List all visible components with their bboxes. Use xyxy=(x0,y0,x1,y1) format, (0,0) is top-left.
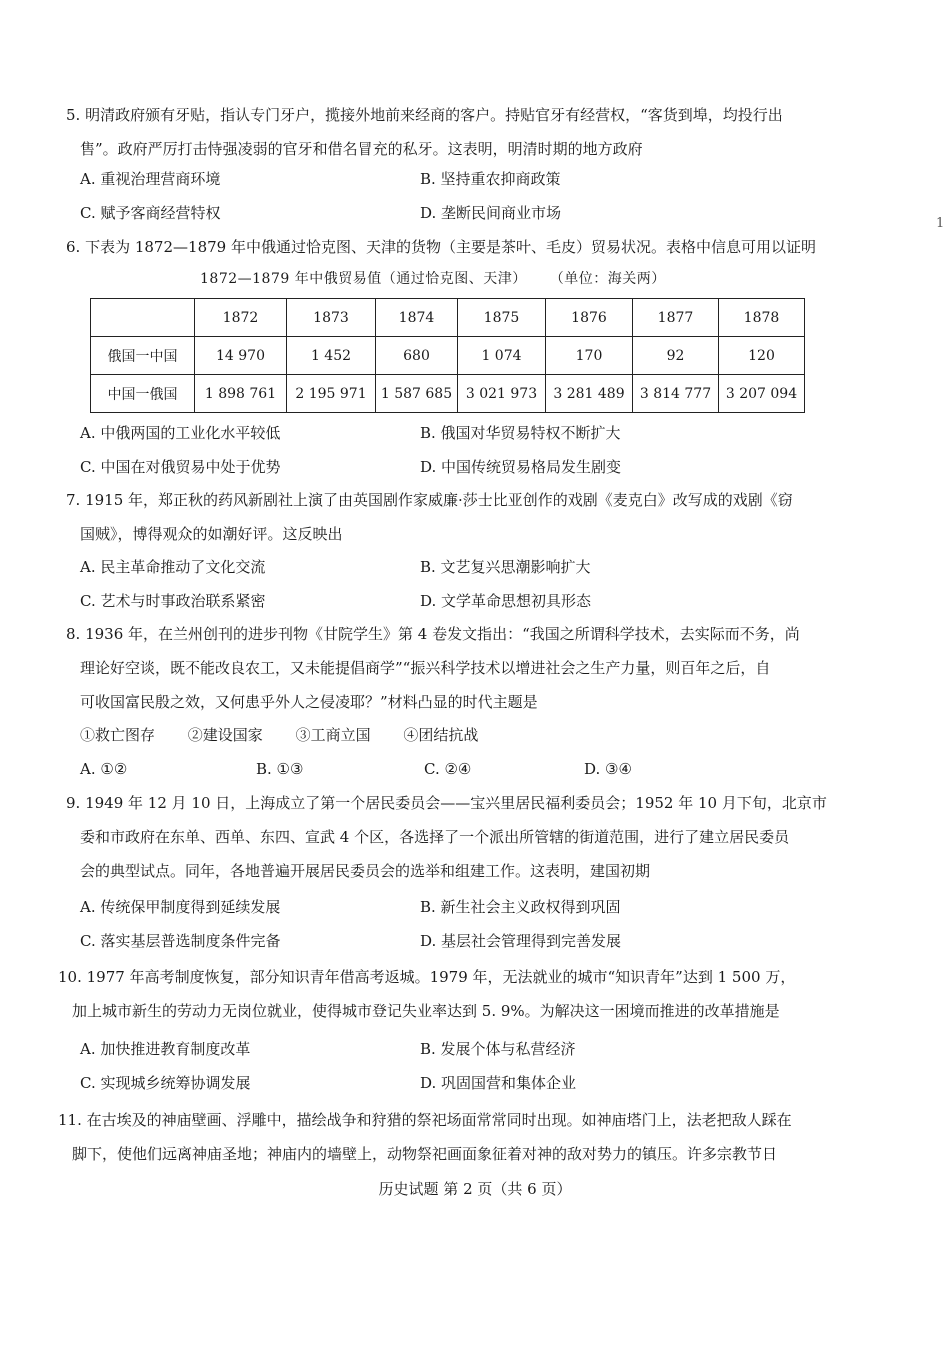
q8-option-b: B. ①③ xyxy=(256,760,304,778)
q8-stem-line3: 可收国富民殷之效，又何患乎外人之侵凌耶？”材料凸显的时代主题是 xyxy=(80,693,538,711)
question-11 xyxy=(58,1103,858,1171)
trade-table xyxy=(90,298,805,413)
q10-option-c: C. 实现城乡统筹协调发展 xyxy=(80,1074,251,1092)
table-cell: 680 xyxy=(376,337,458,375)
q5-option-d: D. 垄断民间商业市场 xyxy=(420,204,562,222)
year-cell: 1876 xyxy=(546,299,633,337)
year-cell: 1873 xyxy=(287,299,376,337)
table-cell: 3 814 777 xyxy=(633,375,719,413)
table-cell: 1 898 761 xyxy=(195,375,287,413)
q8-item: ②建设国家 xyxy=(187,726,263,744)
q5-option-c: C. 赋予客商经营特权 xyxy=(80,204,221,222)
question-8 xyxy=(66,617,856,719)
q8-options xyxy=(80,752,780,786)
q8-item: ③工商立国 xyxy=(295,726,371,744)
q7-stem-line1: 7. 1915 年，郑正秋的药风新剧社上演了由英国剧作家威廉·莎士比亚创作的戏剧《麦克白》改写成的戏剧《窃 xyxy=(66,491,793,509)
table-cell: 120 xyxy=(719,337,805,375)
question-6 xyxy=(66,230,856,264)
q8-item: ④团结抗战 xyxy=(403,726,479,744)
question-7 xyxy=(66,483,856,551)
q7-options xyxy=(80,550,780,618)
q9-option-b: B. 新生社会主义政权得到巩固 xyxy=(420,898,621,916)
q7-option-d: D. 文学革命思想初具形态 xyxy=(420,592,592,610)
year-cell: 1878 xyxy=(719,299,805,337)
q8-option-d: D. ③④ xyxy=(584,760,632,778)
table-cell: 1 074 xyxy=(458,337,546,375)
q6-options xyxy=(80,416,780,484)
q8-stem-line1: 8. 1936 年，在兰州创刊的进步刊物《甘院学生》第 4 卷发文指出：“我国之所谓科学技术，去实际而不务，尚 xyxy=(66,625,800,643)
table-cell: 1 452 xyxy=(287,337,376,375)
q8-option-c: C. ②④ xyxy=(424,760,472,778)
q9-stem-line3: 会的典型试点。同年，各地普遍开展居民委员会的选举和组建工作。这表明，建国初期 xyxy=(80,862,651,880)
q10-options xyxy=(80,1032,780,1100)
table-unit: （单位：海关两） xyxy=(556,271,666,287)
q9-option-c: C. 落实基层普选制度条件完备 xyxy=(80,932,281,950)
q8-items xyxy=(80,718,780,752)
table-cell: 170 xyxy=(546,337,633,375)
year-cell: 1877 xyxy=(633,299,719,337)
question-5 xyxy=(66,98,856,166)
table-title: 1872—1879 年中俄贸易值（通过恰克图、天津） xyxy=(200,271,527,287)
q5-stem-line2: 售”。政府严厉打击恃强凌弱的官牙和借名冒充的私牙。这表明，明清时期的地方政府 xyxy=(80,140,643,158)
q5-options xyxy=(80,162,780,230)
question-10 xyxy=(58,960,858,1028)
q10-stem-line1: 10. 1977 年高考制度恢复，部分知识青年借高考返城。1979 年，无法就业的城市“知识青年”达到 1 500 万， xyxy=(58,968,796,986)
q5-option-b: B. 坚持重农抑商政策 xyxy=(420,170,561,188)
table-corner-cell xyxy=(91,299,195,337)
q9-stem-line2: 委和市政府在东单、西单、东四、宣武 4 个区，各选择了一个派出所管辖的街道范围，进行了建立居民委员 xyxy=(80,828,790,846)
table-cell: 3 281 489 xyxy=(546,375,633,413)
q8-stem-line2: 理论好空谈，既不能改良农工，又未能提倡商学”“振兴科学技术以增进社会之生产力量，则百年之后，自 xyxy=(80,659,771,677)
table-header-row xyxy=(91,299,805,337)
q6-option-d: D. 中国传统贸易格局发生剧变 xyxy=(420,458,622,476)
q10-option-a: A. 加快推进教育制度改革 xyxy=(80,1040,251,1058)
row-label: 俄国一中国 xyxy=(91,337,195,375)
table-cell: 1 587 685 xyxy=(376,375,458,413)
table-cell: 3 207 094 xyxy=(719,375,805,413)
table-cell: 92 xyxy=(633,337,719,375)
page-footer: 历史试题 第 2 页（共 6 页） xyxy=(378,1180,572,1198)
q7-option-b: B. 文艺复兴思潮影响扩大 xyxy=(420,558,591,576)
q11-stem-line1: 11. 在古埃及的神庙壁画、浮雕中，描绘战争和狩猎的祭祀场面常常同时出现。如神庙塔门上，法老把敌人踩在 xyxy=(58,1111,792,1129)
table-caption xyxy=(200,268,666,288)
year-cell: 1872 xyxy=(195,299,287,337)
q10-option-b: B. 发展个体与私营经济 xyxy=(420,1040,576,1058)
table-cell: 14 970 xyxy=(195,337,287,375)
q9-stem-line1: 9. 1949 年 12 月 10 日，上海成立了第一个居民委员会——宝兴里居民福利委员会；1952 年 10 月下旬，北京市 xyxy=(66,794,827,812)
table-row xyxy=(91,375,805,413)
q11-stem-line2: 脚下，使他们远离神庙圣地；神庙内的墙壁上，动物祭祀画面象征着对神的敌对势力的镇压。许多宗教节日 xyxy=(72,1145,778,1163)
table-row xyxy=(91,337,805,375)
q6-option-c: C. 中国在对俄贸易中处于优势 xyxy=(80,458,281,476)
q9-options xyxy=(80,890,780,958)
row-label: 中国一俄国 xyxy=(91,375,195,413)
q9-option-a: A. 传统保甲制度得到延续发展 xyxy=(80,898,281,916)
q8-option-a: A. ①② xyxy=(80,760,128,778)
q10-stem-line2: 加上城市新生的劳动力无岗位就业，使得城市登记失业率达到 5. 9%。为解决这一困境而推进的改革措施是 xyxy=(72,1002,780,1020)
q10-option-d: D. 巩固国营和集体企业 xyxy=(420,1074,577,1092)
q7-option-a: A. 民主革命推动了文化交流 xyxy=(80,558,266,576)
q7-stem-line2: 国贼》，博得观众的如潮好评。这反映出 xyxy=(80,525,343,543)
q8-item: ①救亡图存 xyxy=(80,726,156,744)
q5-stem-line1: 5. 明清政府颁有牙贴，指认专门牙户，揽接外地前来经商的客户。持贴官牙有经营权，“客货到埠，均投行出 xyxy=(66,106,783,124)
table-cell: 3 021 973 xyxy=(458,375,546,413)
question-9 xyxy=(66,786,856,888)
table-cell: 2 195 971 xyxy=(287,375,376,413)
q6-option-b: B. 俄国对华贸易特权不断扩大 xyxy=(420,424,621,442)
margin-mark: 1 xyxy=(936,216,945,231)
year-cell: 1874 xyxy=(376,299,458,337)
q9-option-d: D. 基层社会管理得到完善发展 xyxy=(420,932,622,950)
q7-option-c: C. 艺术与时事政治联系紧密 xyxy=(80,592,266,610)
q6-option-a: A. 中俄两国的工业化水平较低 xyxy=(80,424,281,442)
year-cell: 1875 xyxy=(458,299,546,337)
q5-option-a: A. 重视治理营商环境 xyxy=(80,170,221,188)
q6-stem: 6. 下表为 1872—1879 年中俄通过恰克图、天津的货物（主要是茶叶、毛皮）贸易状况。表格中信息可用以证明 xyxy=(66,238,816,256)
